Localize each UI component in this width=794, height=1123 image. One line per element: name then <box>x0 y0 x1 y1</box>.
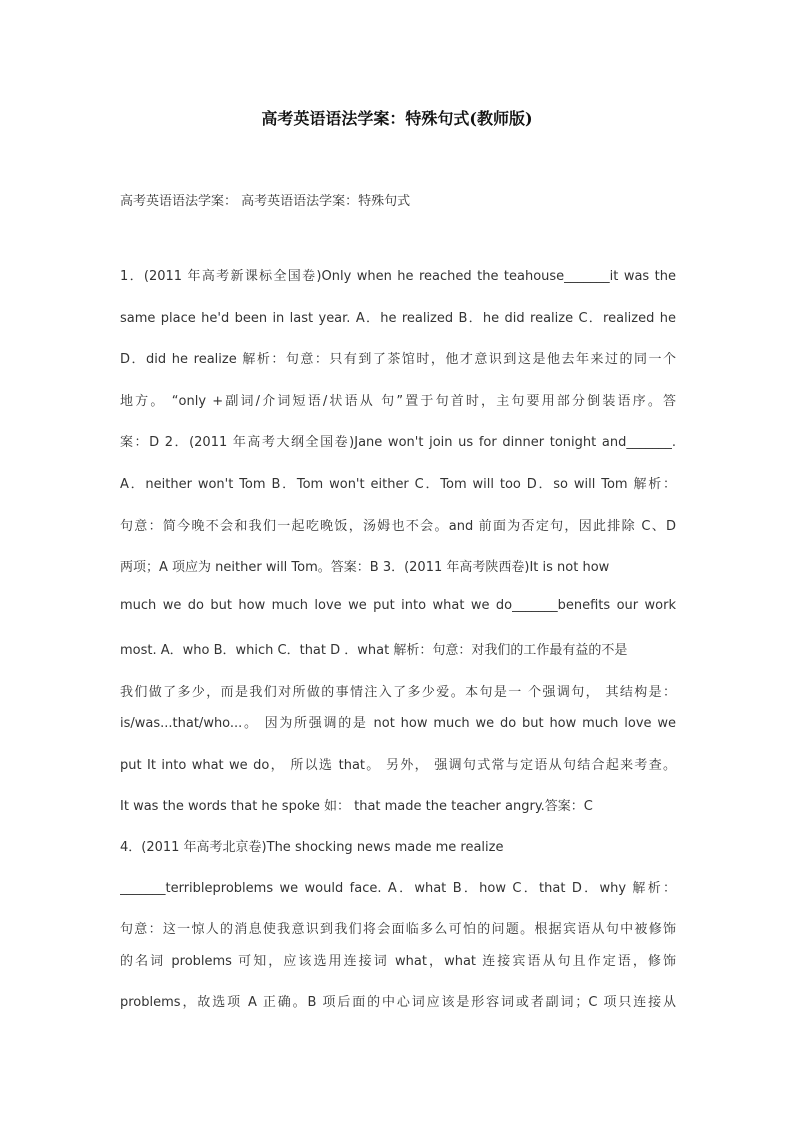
text-line: 我们做了多少，而是我们对所做的事情注入了多少爱。本句是一 个强调句， 其结构是： <box>120 685 676 700</box>
text-line: 的名词 problems 可知，应该选用连接词 what，what 连接宾语从句且作定语，修饰 <box>120 954 676 969</box>
text-line: It was the words that he spoke 如： that made the teacher angry.答案：C <box>120 799 593 814</box>
text-line: A．neither won't Tom B．Tom won't either C．Tom will too D．so will Tom 解析： <box>120 477 676 492</box>
text-line: same place he'd been in last year. A．he realized B．he did realize C．realized he <box>120 311 676 326</box>
text-line: is/was...that/who...。 因为所强调的是 not how much we do but how much love we <box>120 716 676 731</box>
text-line: 1．(2011 年高考新课标全国卷)Only when he reached the teahouse_______it was the <box>120 269 676 284</box>
text-line: put It into what we do， 所以选 that。 另外， 强调句式常与定语从句结合起来考查。 <box>120 758 676 773</box>
text-line: D．did he realize 解析：句意：只有到了茶馆时，他才意识到这是他去年来过的同一个 <box>120 352 676 367</box>
text-line: 4．(2011 年高考北京卷)The shocking news made me realize <box>120 840 504 855</box>
text-line: 地方。 “only +副词/介词短语/状语从 句”置于句首时，主句要用部分倒装语序。答 <box>120 394 676 409</box>
text-line: 案：D 2．(2011 年高考大纲全国卷)Jane won't join us for dinner tonight and_______. <box>120 435 676 450</box>
text-line: _______terribleproblems we would face. A．what B．how C．that D．why 解析： <box>120 881 676 896</box>
document-subtitle: 高考英语语法学案： 高考英语语法学案：特殊句式 <box>120 194 411 209</box>
text-line: much we do but how much love we put into what we do_______benefits our work <box>120 598 676 613</box>
text-line: problems，故选项 A 正确。B 项后面的中心词应该是形容词或者副词；C 项只连接从 <box>120 995 676 1010</box>
document-title: 高考英语语法学案：特殊句式(教师版) <box>261 109 533 128</box>
text-line: 两项；A 项应为 neither will Tom。答案：B 3．(2011 年高考陕西卷)It is not how <box>120 560 610 575</box>
text-line: most. A．who B．which C．that D ．what 解析：句意：对我们的工作最有益的不是 <box>120 643 628 658</box>
text-line: 句意：简今晚不会和我们一起吃晚饭，汤姆也不会。and 前面为否定句，因此排除 C、D <box>120 519 676 534</box>
text-line: 句意：这一惊人的消息使我意识到我们将会面临多么可怕的问题。根据宾语从句中被修饰 <box>120 922 676 937</box>
